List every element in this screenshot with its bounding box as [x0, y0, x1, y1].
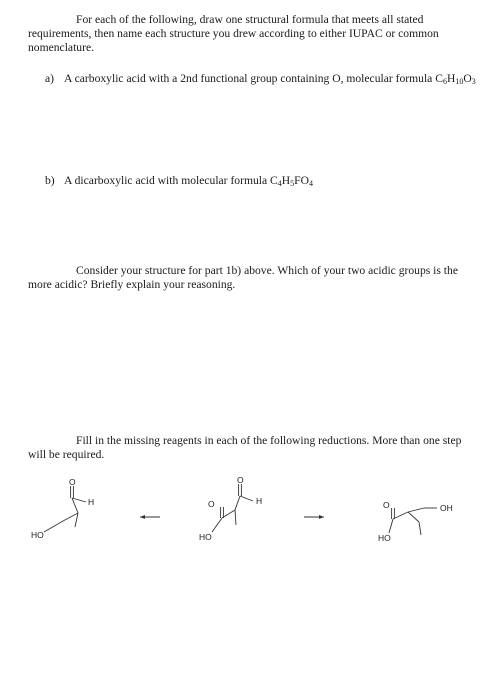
- left-arrow-head: [140, 515, 145, 519]
- right-end-hydroxyl-label: OH: [440, 503, 453, 513]
- part-b-description: A dicarboxylic acid with molecular formula: [64, 174, 271, 187]
- formula-element: C: [270, 174, 278, 187]
- reaction-arrow-left: [140, 515, 160, 519]
- formula-element: FO: [294, 174, 309, 187]
- formula-subscript: 4: [308, 179, 313, 188]
- left-ch2oh-bond: [44, 521, 63, 532]
- formula-subscript: 6: [442, 77, 447, 86]
- reductions-instructions: Fill in the missing reagents in each of the following reductions. More than one step will be required.: [28, 434, 462, 462]
- center-hydroxyl-label: HO: [199, 532, 212, 542]
- center-ch-bond: [240, 496, 253, 501]
- right-molecule: [378, 500, 453, 543]
- right-bond-a: [393, 512, 408, 519]
- right-bond-b: [408, 512, 419, 522]
- formula-element: H: [281, 174, 291, 187]
- center-ester-oxygen-label: O: [208, 499, 215, 509]
- right-bond-c: [408, 508, 424, 512]
- right-oxygen-label: O: [383, 500, 390, 510]
- right-methyl-bond: [419, 522, 421, 535]
- left-oxygen-label: O: [69, 477, 76, 487]
- formula-element: O: [463, 72, 472, 85]
- instructions-paragraph: For each of the following, draw one structural formula that meets all stated requirements, then name each structure you drew according to either IUPAC or common nomenclature.: [28, 13, 439, 55]
- part-a-text: [64, 72, 480, 86]
- left-bond-a: [72, 498, 78, 513]
- center-oh-bond: [212, 518, 222, 532]
- center-methyl-bond: [235, 510, 236, 525]
- right-arrow-head: [319, 515, 324, 519]
- center-bond-b: [222, 510, 235, 518]
- part-b-marker: b): [45, 174, 55, 187]
- formula-element: C: [435, 72, 443, 85]
- left-methyl-bond: [75, 513, 78, 527]
- formula-subscript: 5: [290, 179, 295, 188]
- left-hydroxyl-label: HO: [31, 530, 44, 540]
- center-hydrogen-label: H: [256, 496, 263, 506]
- question-part-b: [45, 174, 480, 190]
- left-ch-bond: [72, 498, 86, 502]
- formula-subscript: 4: [277, 179, 282, 188]
- part-a-marker: a): [45, 72, 55, 85]
- formula-subscript: 3: [471, 77, 476, 86]
- right-acid-oh-bond: [389, 519, 393, 533]
- center-top-oxygen-label: O: [237, 475, 244, 485]
- left-molecule: [31, 477, 94, 540]
- left-hydrogen-label: H: [88, 497, 95, 507]
- right-hydroxyl-label: HO: [378, 533, 391, 543]
- center-molecule: [199, 475, 262, 542]
- reaction-arrow-right: [304, 515, 324, 519]
- question-part-a: [45, 72, 480, 102]
- left-bond-b: [63, 513, 78, 521]
- formula-element: H: [446, 72, 456, 85]
- center-bond-a: [235, 496, 240, 510]
- acidity-question: Consider your structure for part 1b) above. Which of your two acidic groups is the more acidic? Briefly explain your reasoning.: [28, 264, 458, 292]
- part-a-description: A carboxylic acid with a 2nd functional group containing O, molecular formula: [64, 72, 436, 85]
- reduction-scheme: [0, 470, 496, 560]
- part-b-text: [64, 174, 480, 188]
- part-b-formula: [270, 174, 313, 187]
- formula-subscript: 10: [455, 77, 464, 86]
- part-a-formula: [435, 72, 475, 85]
